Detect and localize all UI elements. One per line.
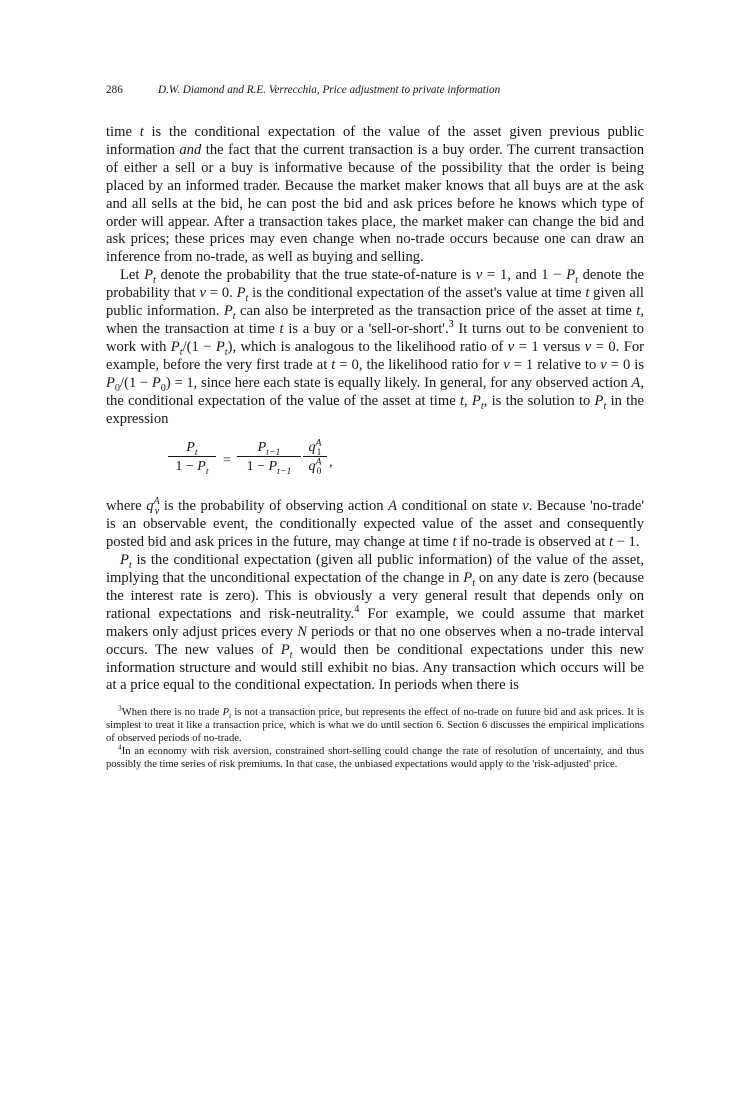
- paper-page: [106, 84, 644, 771]
- body-text: [106, 124, 644, 695]
- lhs-fraction: $\frac{P_t}{1 - P_t}$: [168, 440, 216, 475]
- equation-comma: ,: [329, 455, 333, 471]
- footnotes: [106, 703, 644, 771]
- footnote-4: $^4$In an economy with risk aversion, constrained short-selling could change the rate of resolution of uncertainty, and thus possibly the time series of risk premiums. In that case, the unbiased expectations would apply to the 'risk-adjusted' price.: [106, 742, 644, 770]
- footnote-3: $^3$When there is no trade $P_t$ is not a transaction price, but represents the effect of no-trade on future bid and ask prices. It is simplest to treat it like a transaction price, which is what we do until section 6. Section 6 discusses the empirical implications of observed periods of no-trade.: [106, 703, 644, 744]
- footnote-separator: [106, 695, 644, 707]
- footnote-ref-4[interactable]: 4: [354, 603, 360, 615]
- equals-sign: =: [223, 453, 231, 469]
- rhs-fraction-prices: $\frac{P_{t-1}}{1 - P_{t-1}}$: [237, 440, 301, 475]
- running-head-title: D.W. Diamond and R.E. Verrecchia, Price adjustment to private information: [158, 84, 501, 96]
- running-header: [106, 84, 644, 100]
- rhs-fraction-probabilities: $\frac{q^A_1}{q^A_0}$: [303, 440, 327, 475]
- likelihood-ratio-equation: [106, 428, 644, 498]
- paragraph-4: $P_t$ is the conditional expectation (given all public information) of the value of the asset, implying that the unconditional expectation of the change in $P_t$ on any date is zero (because the interest rate is zero). This is obviously a very general result that depends only on rational expectations and risk-neutrality.$^4$ For example, we could assume that market makers only adjust prices every N periods or that no one observes when a no-trade interval occurs. The new values of $P_t$ would then be conditional expectations under this new information structure and would still exhibit no bias. Any transaction which occurs will be at a price equal to the conditional expectation. In periods when there is: [106, 552, 645, 694]
- page-number: 286: [106, 84, 123, 96]
- paragraph-1: time t is the conditional expectation of the value of the asset given previous public information and the fact that the current transaction is a buy order. The current transaction of either a sell or a buy is informative because of the possibility that the order is being placed by an informed trader. Because the market maker knows that all buys are at the ask and all sells at the bid, he can post the bid and ask prices before he knows which type of order will appear. After a transaction takes place, the market maker can change the bid and ask prices; these prices may even change when no-trade occurs because one can draw an inference from no-trade, as well as buying and selling.: [106, 124, 644, 266]
- paragraph-2: Let $P_t$ denote the probability that the true state-of-nature is v = 1, and $1 - P_t$ denote the probability that v = 0. $P_t$ is the conditional expectation of the asset's value at time t given all public information. $P_t$ can also be interpreted as the transaction price of the asset at time t, when the transaction at time t is a buy or a 'sell-or-short'.$^3$ It turns out to be convenient to work with $P_t/(1 - P_t)$, which is analogous to the likelihood ratio of v = 1 versus v = 0. For example, before the very first trade at t = 0, the likelihood ratio for v = 1 relative to v = 0 is $P_0/(1 - P_0) = 1$, since here each state is equally likely. In general, for any observed action A, the conditional expectation of the value of the asset at time t, $P_t$, is the solution to $P_t$ in the expression: [106, 267, 645, 427]
- footnote-ref-3[interactable]: 3: [448, 319, 454, 331]
- paragraph-3: where $q^A_v$ is the probability of observing action A conditional on state v. Because 'no-trade' is an observable event, the conditionally expected value of the asset and consequently posted bid and ask prices in the future, may change at time t if no-trade is observed at t − 1.: [106, 496, 644, 551]
